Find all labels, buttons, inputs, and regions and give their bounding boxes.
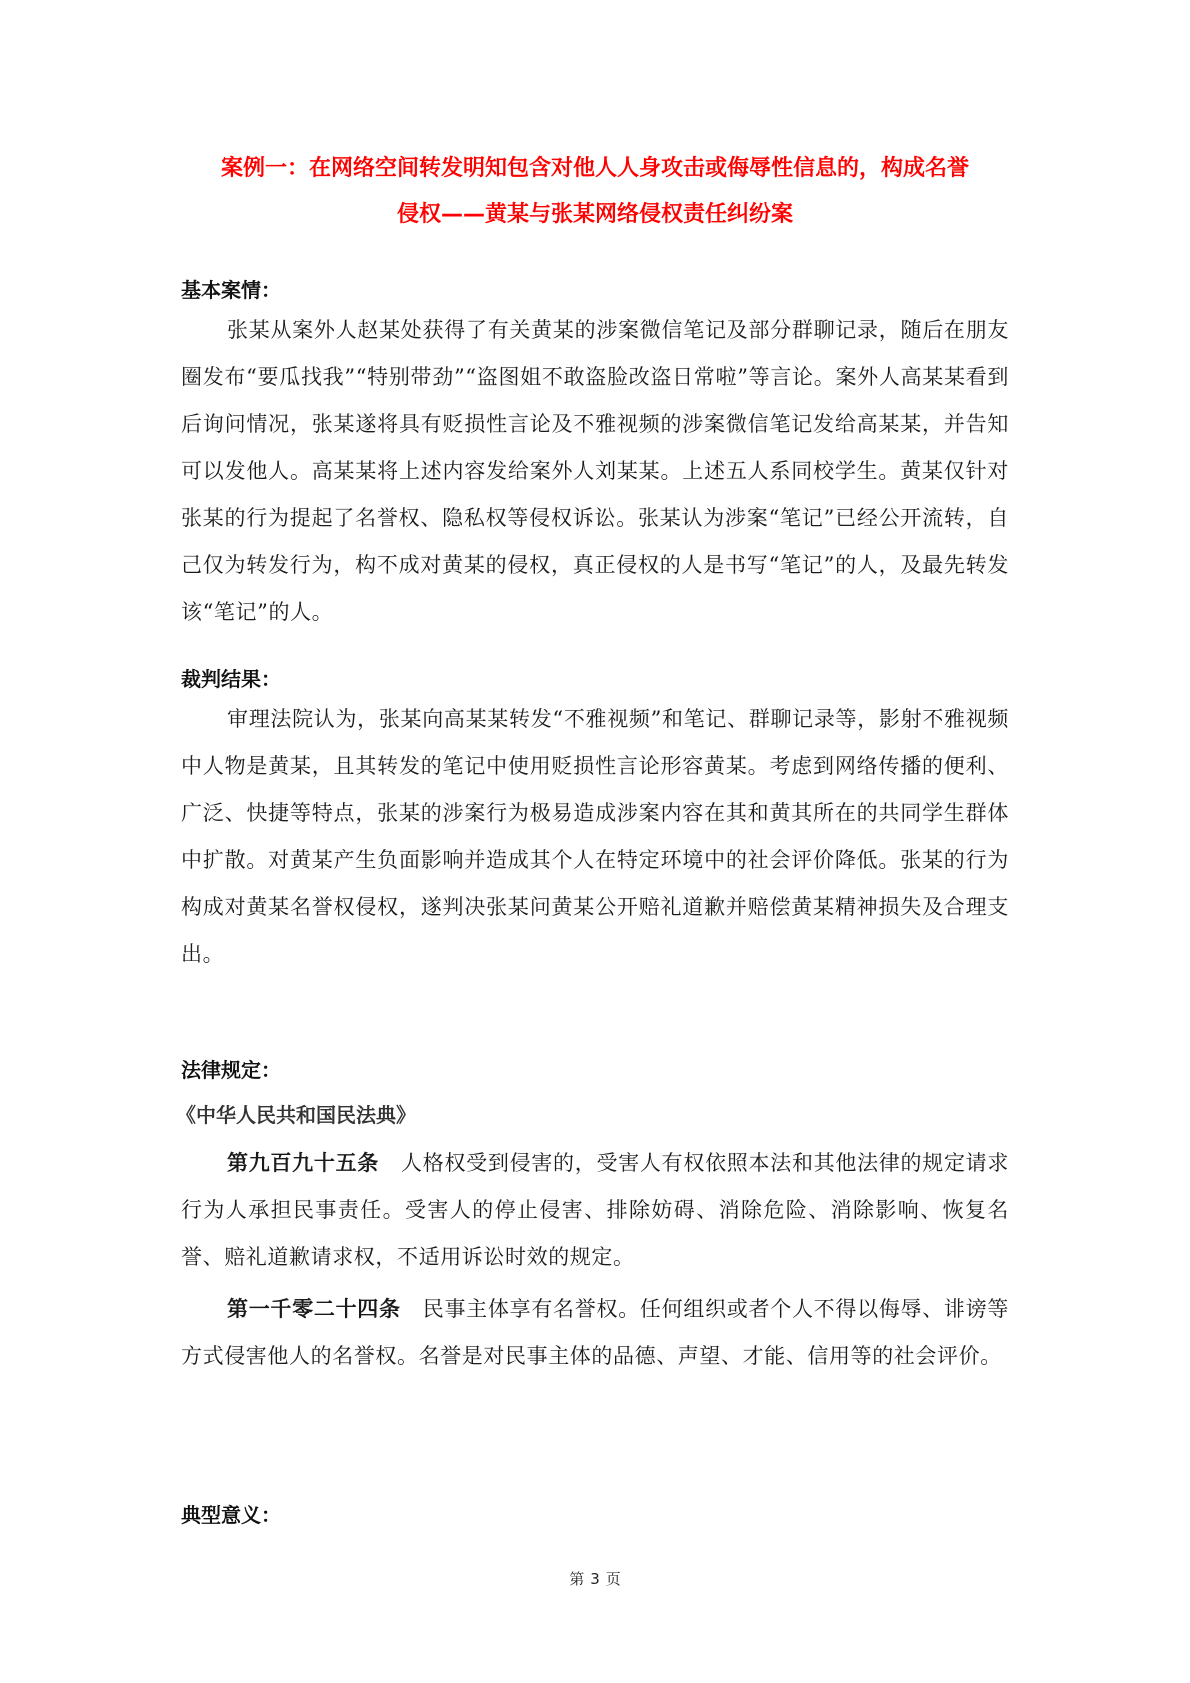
paragraph-basic-facts: 张某从案外人赵某处获得了有关黄某的涉案微信笔记及部分群聊记录，随后在朋友圈发布“要瓜找我”“特别带劲”“盗图姐不敢盗脸改盗日常啦”等言论。案外人高某某看到后询问情况，张某遂将具有贬损性言论及不雅视频的涉案微信笔记发给高某某，并告知可以发他人。高某某将上述内容发给案外人刘某某。上述五人系同校学生。黄某仅针对张某的行为提起了名誉权、隐私权等侵权诉讼。张某认为涉案“笔记”已经公开流转，自己仅为转发行为，构不成对黄某的侵权，真正侵权的人是书写“笔记”的人，及最先转发该“笔记”的人。	[181, 318, 1009, 624]
article-1024-text: 民事主体享有名誉权。任何组织或者个人不得以侮辱、诽谤等方式侵害他人的名誉权。名誉是对民事主体的品德、声望、才能、信用等的社会评价。	[181, 1297, 1009, 1368]
article-995-text: 人格权受到侵害的，受害人有权依照本法和其他法律的规定请求行为人承担民事责任。受害人的停止侵害、排除妨碍、消除危险、消除影响、恢复名誉、赔礼道歉请求权，不适用诉讼时效的规定。	[181, 1151, 1009, 1269]
page-suffix: 页	[605, 1570, 621, 1588]
case-title-line-2: 侵权——黄某与张某网络侵权责任纠纷案	[396, 202, 793, 227]
heading-legal-provisions: 法律规定：	[181, 1058, 281, 1082]
page-number: 3	[590, 1570, 600, 1588]
article-1024-label: 第一千零二十四条	[227, 1297, 401, 1321]
heading-judgment: 裁判结果：	[181, 667, 281, 691]
case-title-line-1: 案例一：在网络空间转发明知包含对他人人身攻击或侮辱性信息的，构成名誉	[220, 156, 969, 181]
article-1024	[181, 1286, 1009, 1380]
page-prefix: 第	[569, 1570, 585, 1588]
law-name: 《中华人民共和国民法典》	[176, 1103, 416, 1127]
article-995-label: 第九百九十五条	[227, 1151, 380, 1175]
paragraph-judgment: 审理法院认为，张某向高某某转发“不雅视频”和笔记、群聊记录等，影射不雅视频中人物是黄某，且其转发的笔记中使用贬损性言论形容黄某。考虑到网络传播的便利、广泛、快捷等特点，张某的涉案行为极易造成涉案内容在其和黄其所在的共同学生群体中扩散。对黄某产生负面影响并造成其个人在特定环境中的社会评价降低。张某的行为构成对黄某名誉权侵权，遂判决张某问黄某公开赔礼道歉并赔偿黄某精神损失及合理支出。	[181, 707, 1009, 966]
page-footer	[0, 1568, 1190, 1589]
article-995	[181, 1140, 1009, 1281]
heading-significance: 典型意义：	[181, 1503, 281, 1527]
heading-basic-facts: 基本案情：	[181, 278, 281, 302]
